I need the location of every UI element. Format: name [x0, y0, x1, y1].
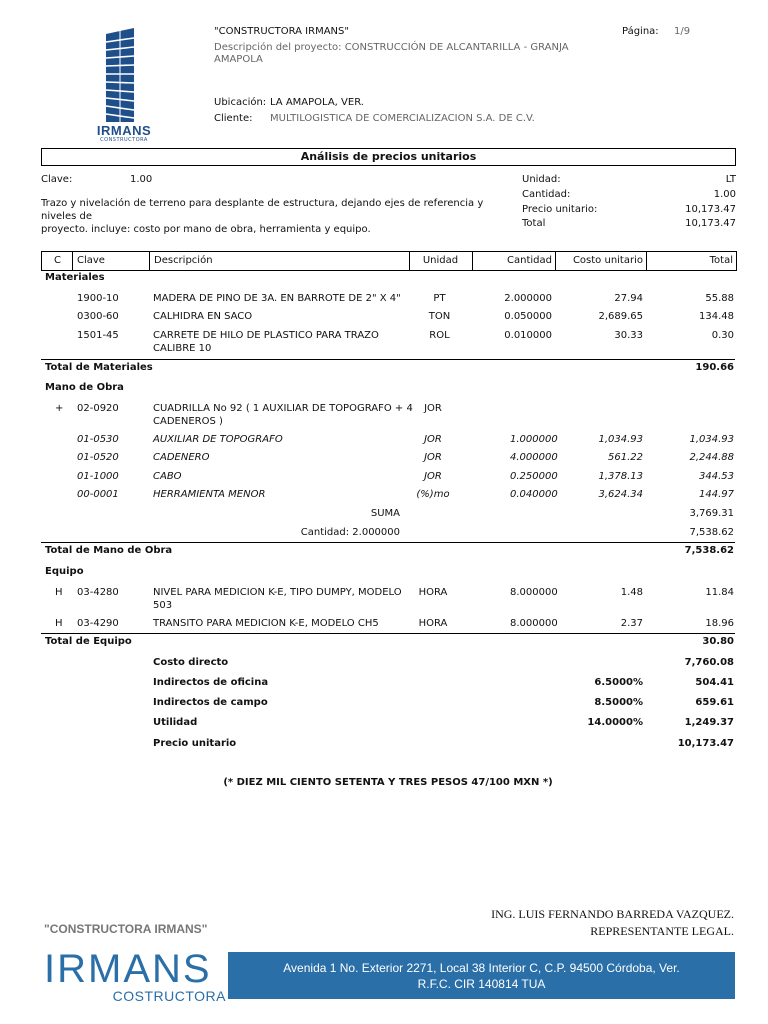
unit-price-label: Precio unitario:: [522, 204, 598, 215]
client-label: Cliente:: [214, 113, 253, 124]
row-unit-cost: 2.37: [620, 618, 643, 629]
row-unit: TON: [428, 311, 451, 322]
project-description-label: Descripción del proyecto:: [214, 42, 342, 53]
row-description: CALHIDRA EN SACO: [153, 311, 253, 322]
row-clave: 1501-45: [77, 330, 119, 341]
section-heading-materials: Materiales: [45, 272, 105, 283]
row-description-line2: CALIBRE 10: [153, 343, 212, 354]
materials-total-value: 190.66: [695, 362, 734, 373]
row-total: 144.97: [699, 489, 734, 500]
row-clave: 01-1000: [77, 471, 119, 482]
row-total: 18.96: [705, 618, 734, 629]
col-clave: Clave: [77, 255, 105, 266]
divider: [41, 359, 735, 360]
row-quantity: 8.000000: [510, 618, 558, 629]
client-value: MULTILOGISTICA DE COMERCIALIZACION S.A. DE C.V.: [270, 113, 535, 124]
total-value: 10,173.47: [685, 218, 736, 229]
row-unit-cost: 30.33: [614, 330, 643, 341]
row-unit: (%)mo: [416, 489, 450, 500]
unit-value: LT: [725, 174, 736, 185]
row-description: CUADRILLA No 92 ( 1 AUXILIAR DE TOPOGRAFO + 4: [153, 403, 413, 414]
concept-description-line: proyecto. incluye: costo por mano de obra, herramienta y equipo.: [41, 224, 371, 235]
location-label: Ubicación:: [214, 97, 267, 108]
row-description: NIVEL PARA MEDICION K-E, TIPO DUMPY, MODELO: [153, 587, 402, 598]
col-c: C: [54, 255, 61, 266]
col-costo: Costo unitario: [572, 255, 643, 266]
labor-total-label: Total de Mano de Obra: [45, 545, 173, 556]
section-heading-labor: Mano de Obra: [45, 382, 124, 393]
row-clave: 00-0001: [77, 489, 119, 500]
row-unit-cost: 1,034.93: [598, 434, 643, 445]
page-label: Página:: [622, 26, 659, 37]
equipment-total-label: Total de Equipo: [45, 636, 132, 647]
concept-description: [41, 197, 511, 236]
row-quantity: 0.010000: [504, 330, 552, 341]
row-type: H: [55, 618, 63, 629]
row-clave: 03-4280: [77, 587, 119, 598]
company-name: "CONSTRUCTORA IRMANS": [214, 26, 349, 37]
footer-logo-wordmark: IRMANS: [44, 947, 212, 991]
row-unit-cost: 561.22: [608, 452, 643, 463]
page-number: 1/9: [674, 26, 691, 37]
row-quantity: 4.000000: [510, 452, 558, 463]
col-unidad: Unidad: [422, 255, 459, 266]
row-clave: 01-0520: [77, 452, 119, 463]
row-unit-cost: 27.94: [614, 293, 643, 304]
row-clave: 01-0530: [77, 434, 119, 445]
footer-logo: [44, 947, 226, 1004]
equipment-total-value: 30.80: [702, 636, 734, 647]
row-unit: JOR: [424, 452, 442, 463]
labor-total-value: 7,538.62: [684, 545, 734, 556]
row-description: HERRAMIENTA MENOR: [153, 489, 266, 500]
row-quantity: 0.040000: [510, 489, 558, 500]
divider: [41, 542, 735, 543]
row-unit: ROL: [429, 330, 450, 341]
col-descripcion: Descripción: [154, 255, 213, 266]
footer-company-name: "CONSTRUCTORA IRMANS": [44, 922, 208, 936]
labor-quantity-label: Cantidad: 2.000000: [300, 527, 400, 538]
row-unit-cost: 1,378.13: [598, 471, 643, 482]
concept-description-line: Trazo y nivelación de terreno para desplante de estructura, dejando ejes de referencia y niveles de: [41, 198, 484, 222]
row-description-line2: CADENEROS ): [153, 416, 223, 427]
section-heading-equipment: Equipo: [45, 566, 84, 577]
summary-percent: 14.0000%: [587, 717, 643, 728]
row-unit: HORA: [418, 618, 448, 629]
row-unit: HORA: [418, 587, 448, 598]
row-unit: JOR: [424, 471, 442, 482]
row-description: AUXILIAR DE TOPOGRAFO: [153, 434, 283, 445]
row-quantity: 2.000000: [504, 293, 552, 304]
document-title: Análisis de precios unitarios: [41, 148, 736, 166]
col-cantidad: Cantidad: [507, 255, 552, 266]
labor-sum-label: SUMA: [370, 508, 400, 519]
unit-price-value: 10,173.47: [685, 204, 736, 215]
row-description: CADENERO: [153, 452, 210, 463]
legal-representative: [491, 906, 734, 940]
row-description: CARRETE DE HILO DE PLASTICO PARA TRAZO: [153, 330, 379, 341]
summary-value: 1,249.37: [684, 717, 734, 728]
summary-percent: 8.5000%: [594, 697, 643, 708]
row-type: H: [55, 587, 63, 598]
total-label: Total: [522, 218, 546, 229]
summary-label: Indirectos de oficina: [153, 677, 269, 688]
location-value: LA AMAPOLA, VER.: [270, 97, 364, 108]
concept-clave-value: 1.00: [130, 174, 153, 185]
summary-label: Precio unitario: [153, 738, 237, 749]
summary-value: 504.41: [695, 677, 734, 688]
row-clave: 0300-60: [77, 311, 119, 322]
summary-label: Costo directo: [153, 657, 229, 668]
summary-value: 7,760.08: [684, 657, 734, 668]
summary-percent: 6.5000%: [594, 677, 643, 688]
summary-value: 10,173.47: [677, 738, 734, 749]
quantity-value: 1.00: [713, 189, 736, 200]
labor-sum-value: 3,769.31: [689, 508, 734, 519]
row-total: 0.30: [711, 330, 734, 341]
row-description: MADERA DE PINO DE 3A. EN BARROTE DE 2" X 4": [153, 293, 401, 304]
summary-value: 659.61: [695, 697, 734, 708]
row-unit: PT: [433, 293, 446, 304]
row-quantity: 8.000000: [510, 587, 558, 598]
row-total: 2,244.88: [689, 452, 734, 463]
row-unit-cost: 3,624.34: [598, 489, 643, 500]
footer-address: Avenida 1 No. Exterior 2271, Local 38 Interior C, C.P. 94500 Córdoba, Ver.: [283, 961, 680, 975]
row-quantity: 0.250000: [510, 471, 558, 482]
footer-address-bar: [228, 952, 735, 999]
logo-subtitle: CONSTRUCTORA: [100, 137, 148, 143]
row-total: 55.88: [705, 293, 734, 304]
logo-wordmark: IRMANS: [96, 123, 152, 138]
representative-title: REPRESENTANTE LEGAL.: [590, 924, 734, 938]
table-header: [41, 251, 737, 271]
col-total: Total: [709, 255, 733, 266]
representative-name: ING. LUIS FERNANDO BARREDA VAZQUEZ.: [491, 907, 734, 921]
row-unit-cost: 1.48: [620, 587, 643, 598]
row-type: +: [55, 403, 64, 414]
row-clave: 02-0920: [77, 403, 119, 414]
quantity-label: Cantidad:: [522, 189, 571, 200]
amount-in-words: (* DIEZ MIL CIENTO SETENTA Y TRES PESOS 47/100 MXN *): [223, 777, 553, 788]
row-unit: JOR: [424, 403, 442, 414]
row-quantity: 0.050000: [504, 311, 552, 322]
materials-total-label: Total de Materiales: [45, 362, 153, 373]
row-unit-cost: 2,689.65: [598, 311, 643, 322]
row-total: 11.84: [705, 587, 734, 598]
summary-label: Utilidad: [153, 717, 198, 728]
row-total: 344.53: [699, 471, 734, 482]
divider: [41, 633, 735, 634]
row-clave: 03-4290: [77, 618, 119, 629]
unit-label: Unidad:: [522, 174, 561, 185]
concept-clave-label: Clave:: [41, 174, 73, 185]
row-description: TRANSITO PARA MEDICION K-E, MODELO CH5: [153, 618, 379, 629]
building-logo-icon: [98, 26, 142, 124]
row-quantity: 1.000000: [510, 434, 558, 445]
row-total: 1,034.93: [689, 434, 734, 445]
row-clave: 1900-10: [77, 293, 119, 304]
footer-logo-subtitle: COSTRUCTORA: [112, 988, 226, 1004]
labor-quantity-value: 7,538.62: [689, 527, 734, 538]
row-total: 134.48: [699, 311, 734, 322]
row-unit: JOR: [424, 434, 442, 445]
project-description-line2: AMAPOLA: [214, 54, 263, 65]
project-description: [214, 42, 569, 53]
project-description-value: CONSTRUCCIÓN DE ALCANTARILLA - GRANJA: [344, 42, 569, 53]
row-description-line2: 503: [153, 600, 173, 611]
footer-rfc: R.F.C. CIR 140814 TUA: [417, 977, 546, 991]
summary-label: Indirectos de campo: [153, 697, 268, 708]
row-description: CABO: [153, 471, 182, 482]
